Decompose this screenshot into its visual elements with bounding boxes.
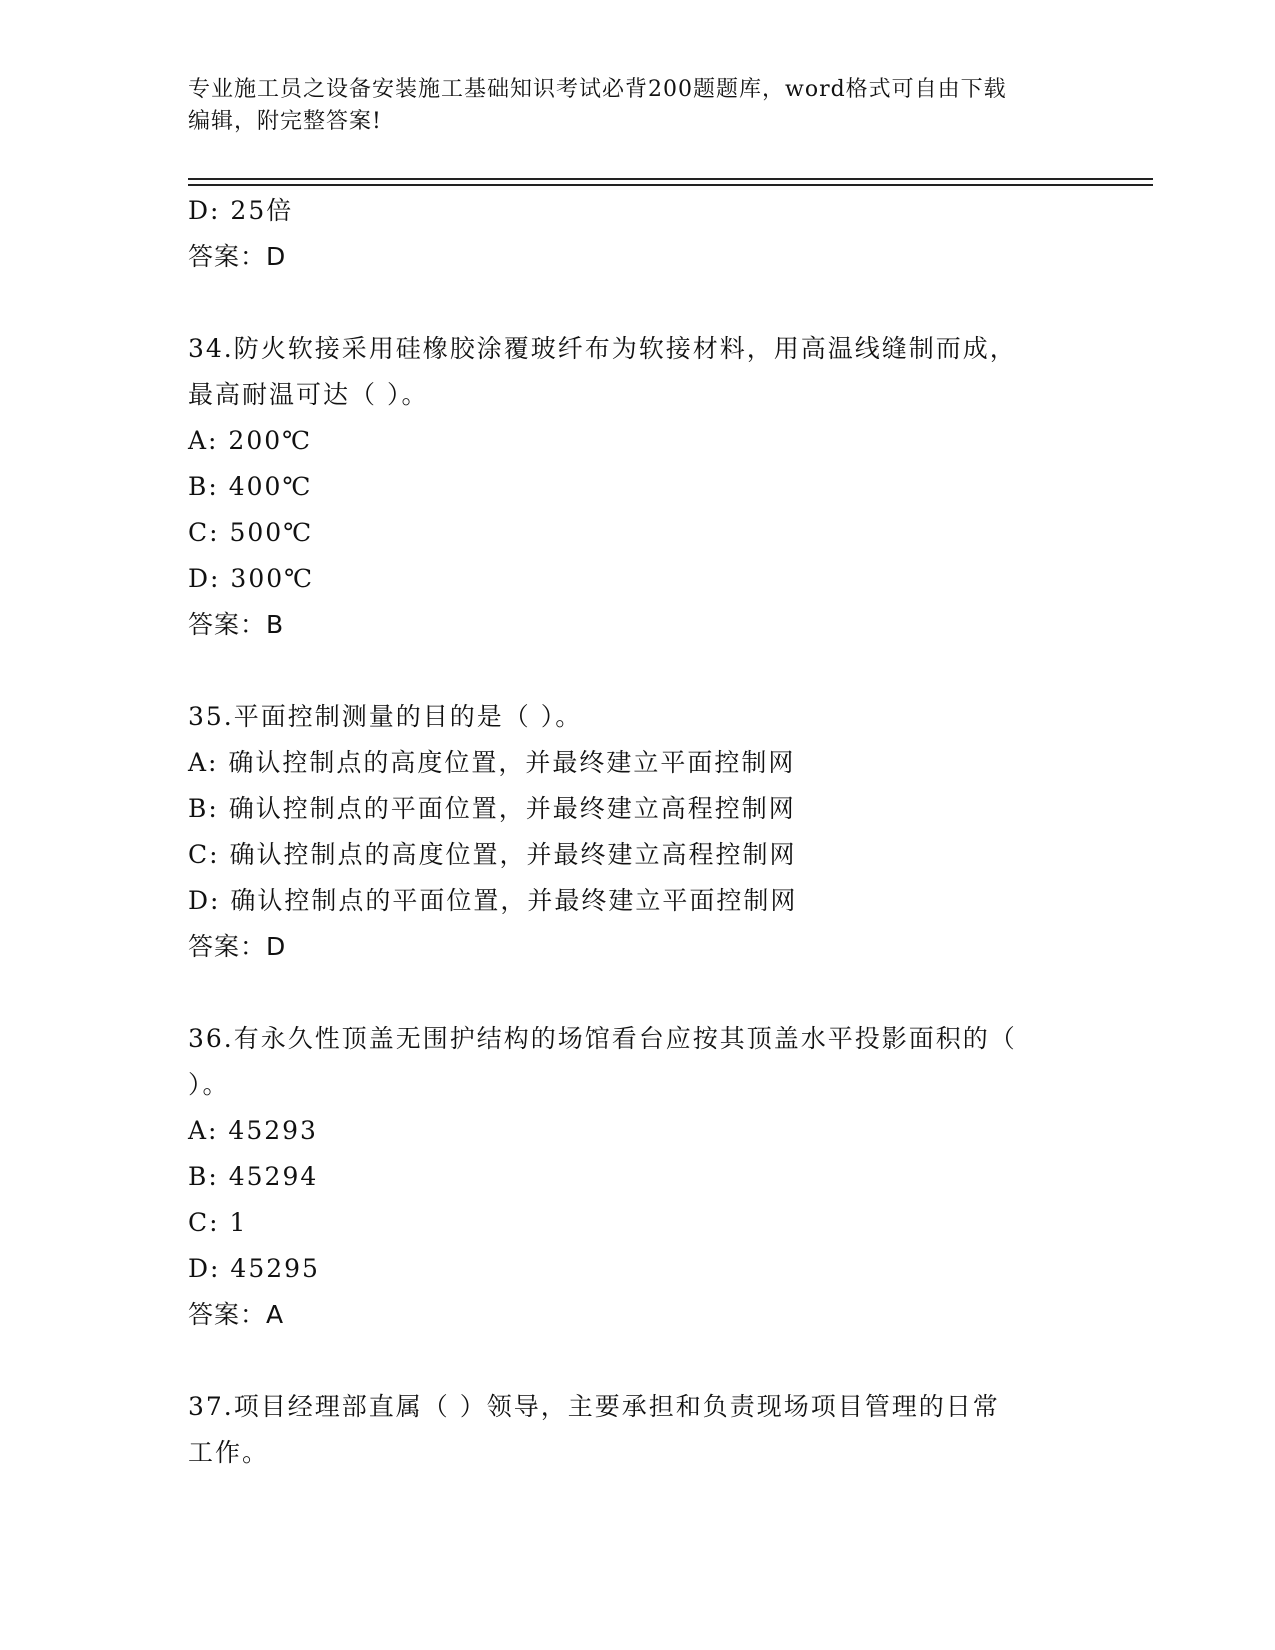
question-stem: 37.项目经理部直属（ ）领导，主要承担和负责现场项目管理的日常 xyxy=(188,1392,1000,1421)
option-a: A: 45293 xyxy=(188,1116,318,1145)
option-d: D: 25倍 xyxy=(188,196,294,225)
question-35 xyxy=(188,694,1088,970)
header-divider-bottom xyxy=(188,184,1153,186)
question-stem: 34.防火软接采用硅橡胶涂覆玻纤布为软接材料，用高温线缝制而成， xyxy=(188,334,1017,363)
header-divider-top xyxy=(188,178,1153,180)
question-stem-continued: 工作。 xyxy=(188,1438,270,1467)
document-body xyxy=(188,188,1088,1476)
answer-line: 答案：D xyxy=(188,242,287,271)
option-a: A: 200℃ xyxy=(188,426,313,455)
answer-line: 答案：A xyxy=(188,1300,285,1329)
question-stem: 35.平面控制测量的目的是（ ）。 xyxy=(188,702,583,731)
option-a: A: 确认控制点的高度位置，并最终建立平面控制网 xyxy=(188,748,796,777)
option-d: D: 300℃ xyxy=(188,564,315,593)
page-header xyxy=(188,74,1088,138)
question-36 xyxy=(188,1016,1088,1338)
option-b: B: 45294 xyxy=(188,1162,319,1191)
option-d: D: 确认控制点的平面位置，并最终建立平面控制网 xyxy=(188,886,798,915)
option-c: C: 确认控制点的高度位置，并最终建立高程控制网 xyxy=(188,840,797,869)
option-c: C: 500℃ xyxy=(188,518,314,547)
question-37 xyxy=(188,1384,1088,1476)
option-c: C: 1 xyxy=(188,1208,248,1237)
header-title-line-1: 专业施工员之设备安装施工基础知识考试必背200题题库，word格式可自由下载 xyxy=(188,77,1007,102)
question-34 xyxy=(188,326,1088,648)
question-stem-continued: ）。 xyxy=(188,1070,230,1099)
answer-line: 答案：D xyxy=(188,932,287,961)
question-stem-continued: 最高耐温可达（ ）。 xyxy=(188,380,429,409)
answer-line: 答案：B xyxy=(188,610,285,639)
question-stem: 36.有永久性顶盖无围护结构的场馆看台应按其顶盖水平投影面积的（ xyxy=(188,1024,1017,1053)
option-b: B: 400℃ xyxy=(188,472,313,501)
option-d: D: 45295 xyxy=(188,1254,320,1283)
option-b: B: 确认控制点的平面位置，并最终建立高程控制网 xyxy=(188,794,796,823)
header-title-line-2: 编辑，附完整答案! xyxy=(188,109,382,134)
